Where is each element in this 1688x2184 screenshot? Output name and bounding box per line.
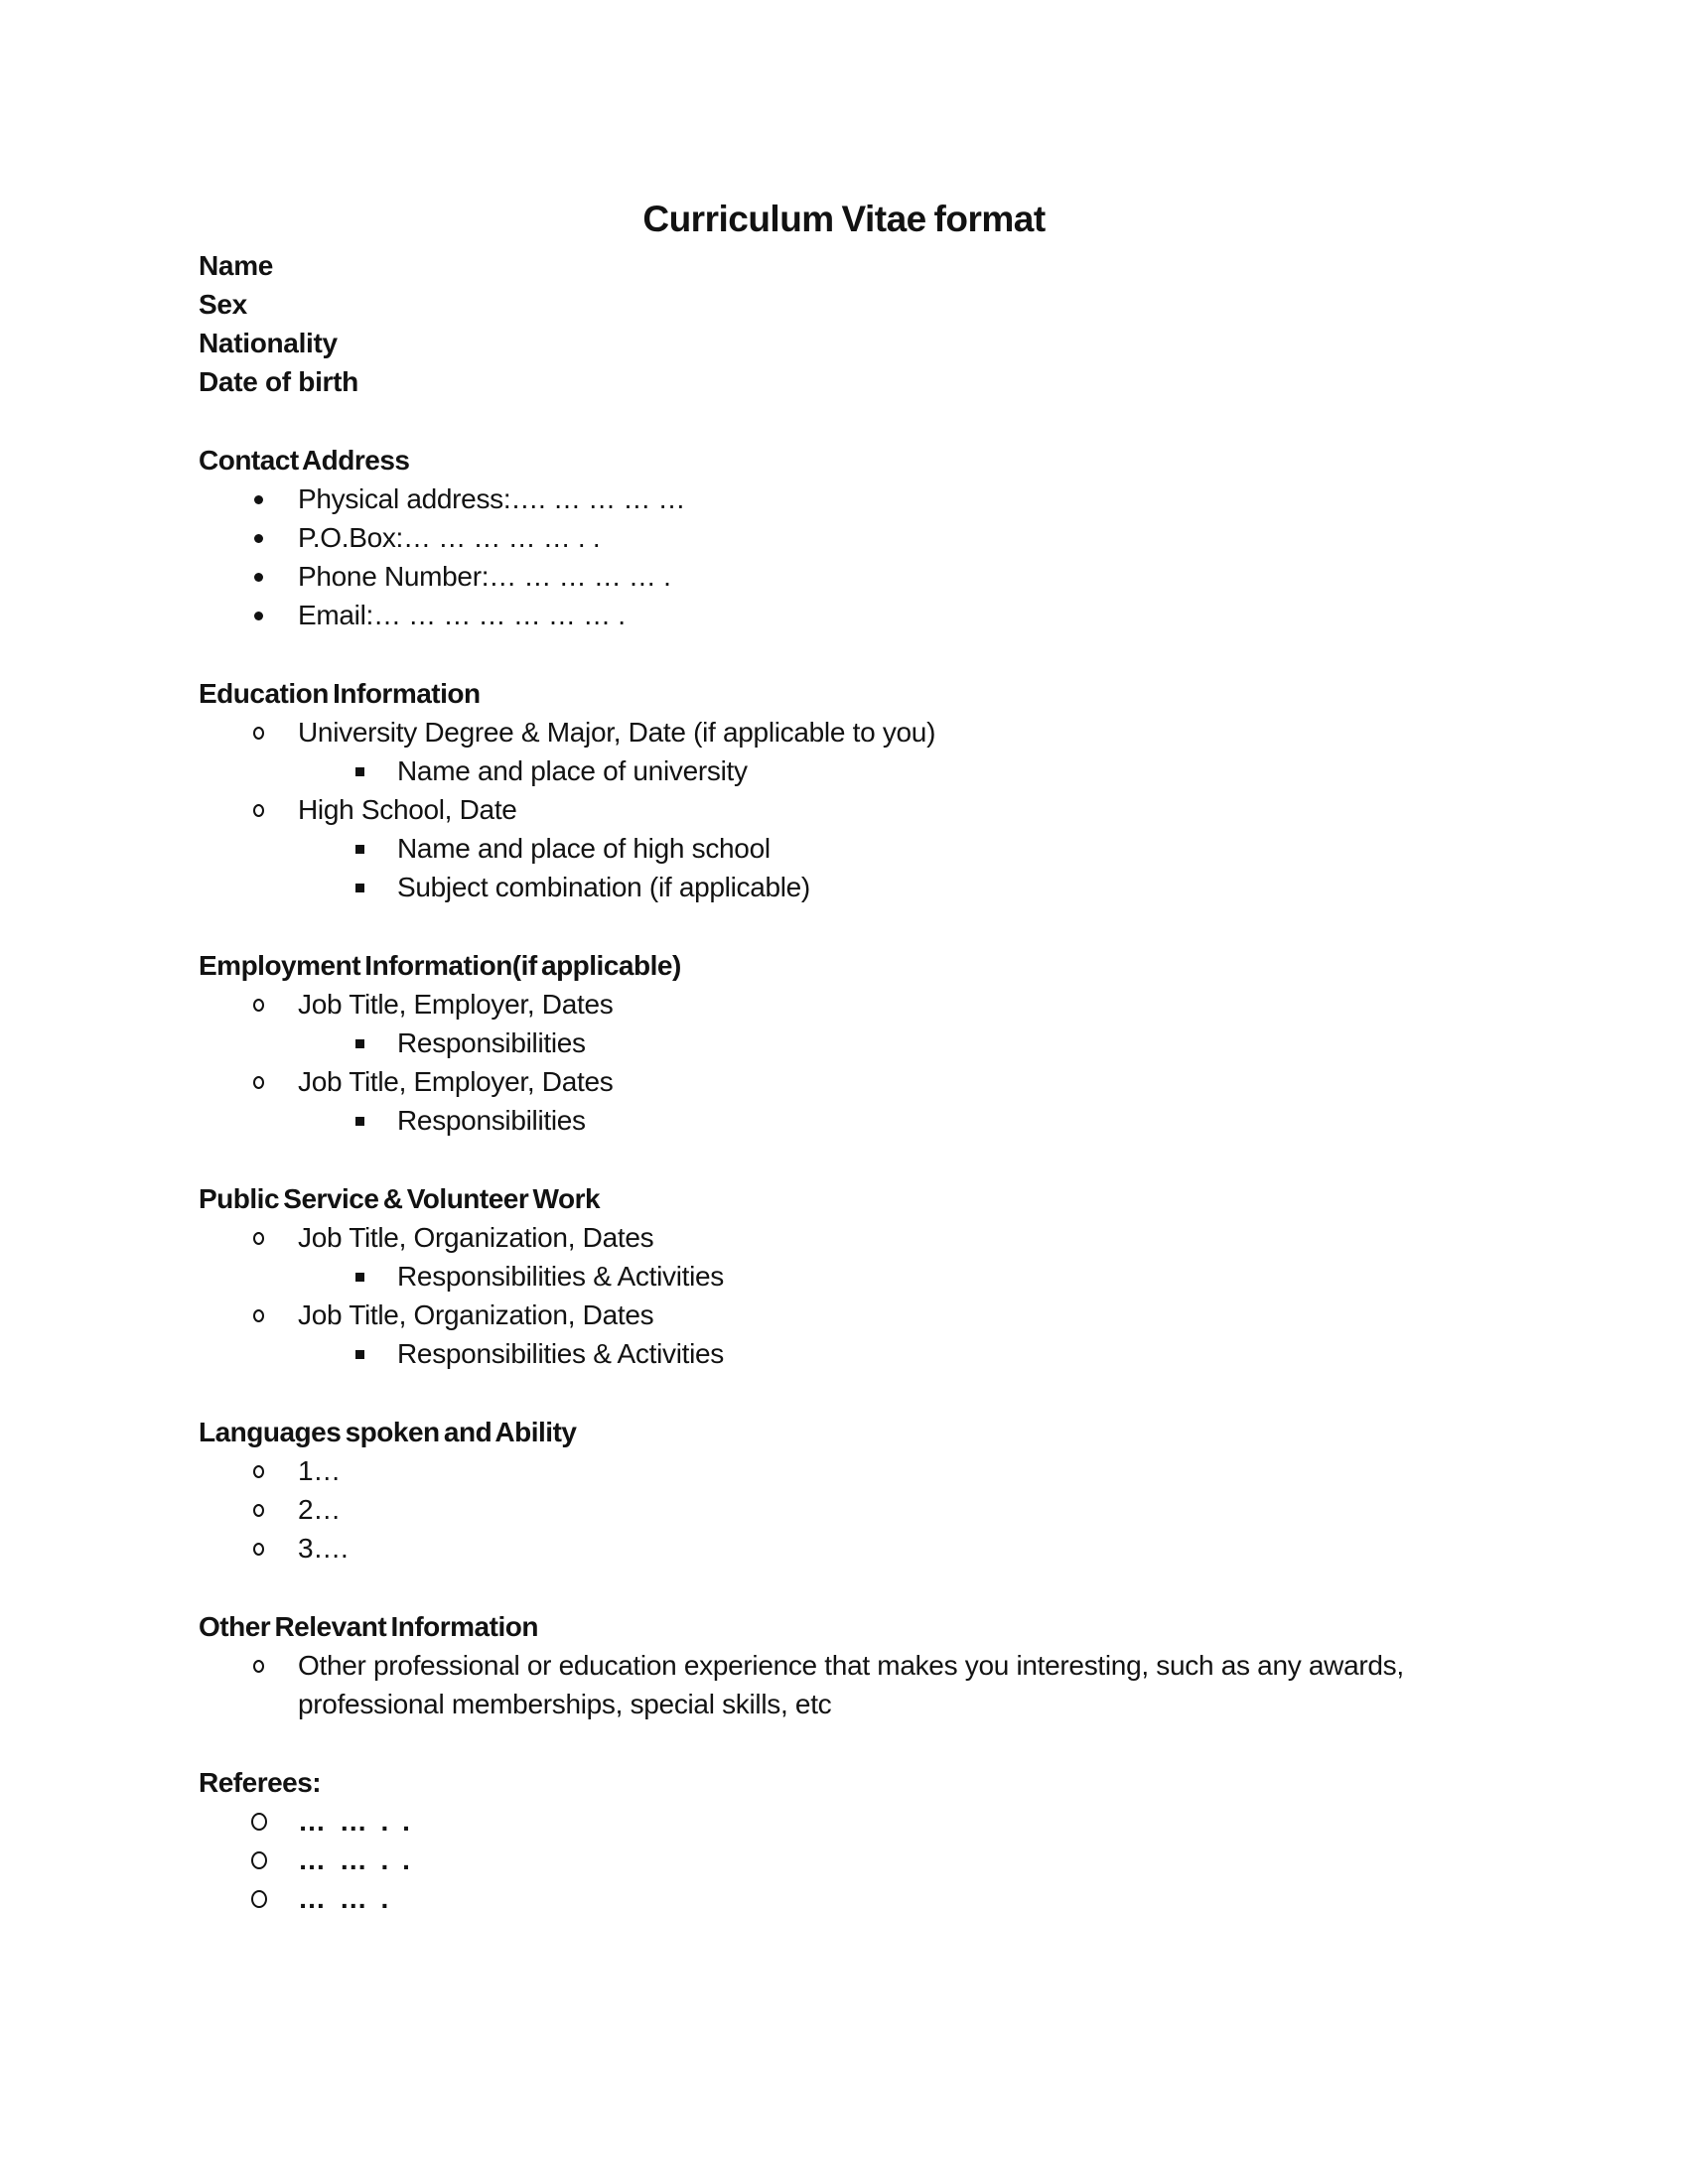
square-bullet-icon — [355, 884, 364, 892]
list-item — [199, 1257, 1549, 1296]
circle-bullet-icon — [253, 1076, 264, 1089]
list-item — [199, 1334, 1549, 1373]
list-item-text: Name and place of university — [397, 755, 748, 786]
section-referees — [199, 1763, 1549, 1918]
list-item — [199, 829, 1549, 868]
list-item — [199, 790, 1549, 829]
section-languages — [199, 1413, 1549, 1568]
disc-bullet-icon — [254, 534, 263, 543]
list-item — [199, 1062, 1549, 1101]
section-public-service — [199, 1179, 1549, 1373]
list-item-text: Responsibilities — [397, 1105, 586, 1136]
list-item — [199, 1451, 1549, 1490]
list-item — [199, 985, 1549, 1024]
list-item — [199, 1841, 1549, 1879]
personal-nationality-label: Nationality — [199, 328, 338, 358]
list-item-text: Other professional or education experience that makes you interesting, such as any awards, professional memberships, special skills, etc — [298, 1650, 1404, 1719]
circle-bullet-icon — [253, 1309, 264, 1322]
section-other-info — [199, 1607, 1549, 1723]
circle-bullet-icon — [253, 999, 264, 1012]
list-item-text: Subject combination (if applicable) — [397, 872, 810, 902]
circle-bullet-icon — [253, 804, 264, 817]
section-heading: Contact Address — [199, 445, 410, 476]
square-bullet-icon — [355, 845, 364, 854]
disc-bullet-icon — [254, 495, 263, 504]
square-bullet-icon — [355, 1117, 364, 1126]
square-bullet-icon — [355, 1350, 364, 1359]
section-employment — [199, 946, 1549, 1140]
list-item-text: Job Title, Employer, Dates — [298, 989, 614, 1020]
list-item-text: Phone Number:… … … … … . — [298, 561, 671, 592]
list-item — [199, 1529, 1549, 1568]
circle-bullet-icon — [253, 1465, 264, 1478]
list-item-text: Physical address:…. … … … … — [298, 483, 686, 514]
list-item-text: Responsibilities & Activities — [397, 1338, 724, 1369]
large-circle-bullet-icon — [251, 1813, 267, 1831]
list-item-text: Name and place of high school — [397, 833, 771, 864]
circle-bullet-icon — [253, 1504, 264, 1517]
square-bullet-icon — [355, 767, 364, 776]
circle-bullet-icon — [253, 1543, 264, 1556]
list-item — [199, 713, 1549, 751]
circle-bullet-icon — [253, 1232, 264, 1245]
list-item — [199, 1218, 1549, 1257]
section-heading: Education Information — [199, 678, 481, 709]
list-item-text: High School, Date — [298, 794, 517, 825]
list-item — [199, 596, 1549, 634]
section-heading: Public Service & Volunteer Work — [199, 1183, 601, 1214]
personal-sex-label: Sex — [199, 289, 247, 320]
list-item — [199, 1802, 1549, 1841]
doc-content — [199, 246, 1549, 1918]
square-bullet-icon — [355, 1039, 364, 1048]
section-heading: Languages spoken and Ability — [199, 1417, 577, 1447]
list-item — [199, 1296, 1549, 1334]
list-item-text: Responsibilities — [397, 1027, 586, 1058]
list-item-text: University Degree & Major, Date (if applicable to you) — [298, 717, 936, 748]
disc-bullet-icon — [254, 573, 263, 582]
list-item — [199, 1490, 1549, 1529]
list-item-text: … … . . — [298, 1806, 413, 1837]
list-item — [199, 1879, 1549, 1918]
personal-info-block — [199, 246, 1549, 401]
list-item-text: 1… — [298, 1455, 341, 1486]
list-item — [199, 751, 1549, 790]
list-item-text: … … . . — [298, 1844, 413, 1875]
section-contact-address — [199, 441, 1549, 634]
list-item-text: Responsibilities & Activities — [397, 1261, 724, 1292]
list-item — [199, 1101, 1549, 1140]
list-item-text: P.O.Box:… … … … … . . — [298, 522, 601, 553]
large-circle-bullet-icon — [251, 1851, 267, 1869]
list-item — [199, 868, 1549, 906]
section-heading: Referees: — [199, 1767, 322, 1798]
list-item — [199, 479, 1549, 518]
section-education — [199, 674, 1549, 906]
list-item-text: Job Title, Organization, Dates — [298, 1222, 654, 1253]
list-item — [199, 1024, 1549, 1062]
doc-title: Curriculum Vitae format — [642, 199, 1046, 239]
list-item-text: … … . — [298, 1883, 392, 1914]
list-item-text: Email:… … … … … … … . — [298, 600, 626, 630]
disc-bullet-icon — [254, 612, 263, 620]
list-item — [199, 518, 1549, 557]
list-item-text: Job Title, Employer, Dates — [298, 1066, 614, 1097]
list-item-text: 2… — [298, 1494, 341, 1525]
list-item-text: 3…. — [298, 1533, 349, 1564]
list-item-text: Job Title, Organization, Dates — [298, 1299, 654, 1330]
personal-name-label: Name — [199, 250, 274, 281]
personal-dob-label: Date of birth — [199, 366, 358, 397]
large-circle-bullet-icon — [251, 1890, 267, 1908]
section-heading: Employment Information(if applicable) — [199, 950, 681, 981]
square-bullet-icon — [355, 1273, 364, 1282]
circle-bullet-icon — [253, 1660, 264, 1673]
list-item — [199, 1646, 1549, 1723]
section-heading: Other Relevant Information — [199, 1611, 538, 1642]
list-item — [199, 557, 1549, 596]
circle-bullet-icon — [253, 727, 264, 740]
